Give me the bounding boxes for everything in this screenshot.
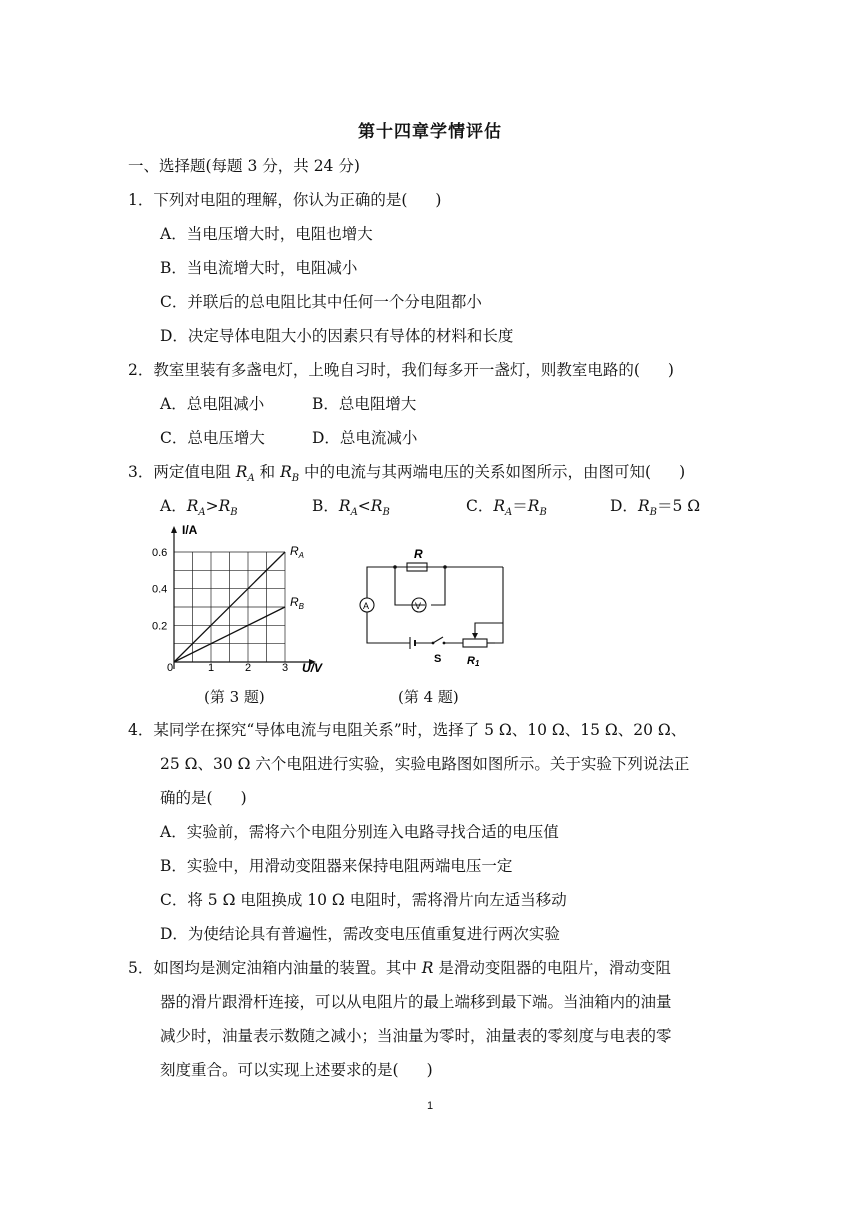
switch-contact [443, 642, 446, 645]
q3-ra-sub: A [247, 473, 255, 485]
q5-line4-text: 刻度重合。可以实现上述要求的是( [160, 1061, 399, 1079]
q3-b-ra: R [338, 497, 351, 515]
y-axis-label: I/A [182, 523, 198, 537]
figure-3-iu-graph [150, 522, 340, 677]
rheostat-label [467, 655, 480, 668]
q3-stem-mid: 和 [254, 463, 281, 481]
q1-close: ) [435, 191, 442, 209]
q4-close: ) [240, 789, 247, 807]
q1-stem-text: 1．下列对电阻的理解，你认为正确的是( [128, 191, 408, 209]
x-axis-label: U/V [302, 661, 323, 675]
rheostat-label-r: R [467, 655, 475, 667]
figure-4-circuit-diagram [355, 545, 505, 670]
question-2-stem [128, 360, 674, 380]
series-label-rb [290, 595, 305, 611]
q4-option-c: C．将 5 Ω 电阻换成 10 Ω 电阻时，需将滑片向左适当移动 [160, 891, 567, 909]
figure-4-caption: (第 4 题) [398, 688, 459, 706]
q3-d-rb: R [637, 497, 650, 515]
question-5-line-4 [160, 1060, 433, 1080]
series-rb-sub: B [298, 602, 305, 611]
ammeter-label: A [363, 601, 370, 611]
q3-stem-pre: 3．两定值电阻 [128, 463, 236, 481]
q3-c-label: C． [466, 497, 494, 515]
q3-a-ra: R [186, 497, 199, 515]
q3-a-label: A． [160, 497, 187, 515]
q3-rb-sub: B [291, 473, 300, 485]
resistor-r-label: R [414, 547, 423, 561]
q3-c-rb: R [527, 497, 540, 515]
figure-3-caption: (第 3 题) [204, 688, 265, 706]
q3-b-rb-sub: B [382, 507, 390, 519]
q1-option-b: B．当电流增大时，电阻减小 [160, 259, 358, 277]
q5-line1-pre: 5．如图均是测定油箱内油量的装置。其中 [128, 959, 422, 977]
q3-stem-post: 中的电流与其两端电压的关系如图所示，由图可知( [299, 463, 652, 481]
q3-b-label: B． [312, 497, 339, 515]
q3-c-ra: R [493, 497, 506, 515]
question-5-line-1 [128, 958, 671, 978]
question-4-line-1: 4．某同学在探究“导体电流与电阻关系”时，选择了 5 Ω、10 Ω、15 Ω、20 Ω、 [128, 721, 687, 739]
q5-line1-r: R [421, 959, 434, 977]
question-4-line-2: 25 Ω、30 Ω 六个电阻进行实验，实验电路图如图所示。关于实验下列说法正 [160, 755, 690, 773]
voltmeter-label: V [415, 601, 422, 611]
q5-line1-post: 是滑动变阻器的电阻片，滑动变阻 [433, 959, 671, 977]
q3-a-rb: R [218, 497, 231, 515]
rheostat-label-sub: 1 [474, 659, 480, 668]
q1-option-c: C．并联后的总电阻比其中任何一个分电阻都小 [160, 293, 482, 311]
q2-option-c: C．总电压增大 [160, 429, 265, 447]
q2-stem-text: 2．教室里装有多盏电灯，上晚自习时，我们每多开一盏灯，则教室电路的( [128, 361, 640, 379]
q3-c-rel: ＝ [512, 497, 528, 515]
q2-close: ) [667, 361, 674, 379]
q1-option-d: D．决定导体电阻大小的因素只有导体的材料和长度 [160, 327, 514, 345]
x-tick-label: 1 [208, 662, 215, 674]
q3-rb: R [280, 463, 292, 481]
x-tick-label: 2 [245, 662, 252, 674]
q3-option-c [466, 496, 547, 523]
q1-option-a: A．当电压增大时，电阻也增大 [160, 225, 373, 243]
junction-right [443, 565, 447, 569]
q2-option-d: D．总电流减小 [312, 429, 418, 447]
rheostat-slider-arrow-icon [472, 633, 478, 639]
voltmeter-wire-left [395, 567, 425, 605]
switch-label: S [434, 653, 442, 665]
q3-option-b [312, 496, 390, 523]
q3-a-rb-sub: B [230, 507, 238, 519]
q3-a-rel: > [205, 497, 219, 515]
q2-option-a: A．总电阻减小 [160, 395, 265, 413]
question-5-line-2: 器的滑片跟滑杆连接，可以从电阻片的最上端移到最下端。当油箱内的油量 [160, 993, 672, 1011]
q4-option-b: B．实验中，用滑动变阻器来保持电阻两端电压一定 [160, 857, 513, 875]
origin-label: 0 [167, 662, 174, 674]
y-axis-arrow-icon [171, 526, 177, 533]
q3-c-rb-sub: B [539, 507, 547, 519]
question-1-stem [128, 190, 441, 210]
q3-d-rb-sub: B [649, 507, 657, 519]
q4-line3-text: 确的是( [160, 789, 213, 807]
junction-left [393, 565, 397, 569]
switch-blade-icon [433, 637, 443, 643]
series-rb-name: R [290, 595, 299, 609]
question-3-stem [128, 462, 685, 489]
x-tick-label: 3 [282, 662, 289, 674]
switch-pivot [432, 642, 435, 645]
rheostat-slider-wire [475, 623, 503, 637]
q4-option-a: A．实验前，需将六个电阻分别连入电路寻找合适的电压值 [160, 823, 559, 841]
series-ra-sub: A [298, 551, 305, 560]
q3-b-rb: R [370, 497, 383, 515]
q3-d-label: D． [610, 497, 638, 515]
q5-close: ) [426, 1061, 433, 1079]
series-ra-name: R [290, 544, 299, 558]
y-tick-label: 0.4 [152, 583, 168, 596]
q3-b-ra-sub: A [350, 507, 358, 519]
q3-option-d [610, 496, 700, 523]
series-label-ra [290, 544, 304, 560]
section-heading: 一、选择题(每题 3 分，共 24 分) [128, 157, 360, 175]
q3-close: ) [679, 463, 686, 481]
q4-option-d: D．为使结论具有普遍性，需改变电压值重复进行两次实验 [160, 925, 560, 943]
question-4-line-3 [160, 788, 247, 808]
page-title: 第十四章学情评估 [358, 122, 502, 142]
question-5-line-3: 减少时，油量表示数随之减小；当油量为零时，油量表的零刻度与电表的零 [160, 1027, 672, 1045]
rheostat-r1-icon [463, 639, 487, 647]
q3-option-a [160, 496, 238, 523]
q2-option-b: B．总电阻增大 [312, 395, 417, 413]
y-tick-label: 0.6 [152, 547, 168, 559]
q3-c-ra-sub: A [505, 507, 513, 519]
q3-a-ra-sub: A [198, 507, 206, 519]
y-tick-label: 0.2 [152, 620, 168, 633]
wire-right [495, 567, 503, 643]
q3-d-rel: ＝5 Ω [656, 497, 701, 515]
q3-ra: R [235, 463, 248, 481]
page-number: 1 [426, 1100, 434, 1112]
q3-b-rel: < [357, 497, 371, 515]
voltmeter-wire-right [431, 567, 445, 605]
